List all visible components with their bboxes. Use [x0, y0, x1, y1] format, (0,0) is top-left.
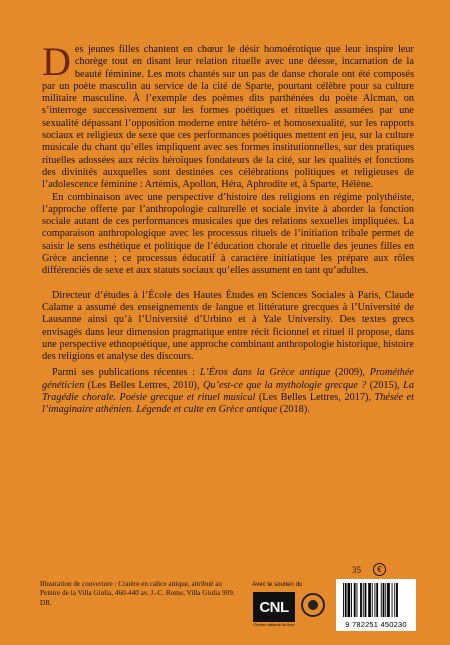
publication-details: (Les Belles Lettres, 2010), [84, 379, 203, 391]
author-bio: Directeur d’études à l’École des Hautes Études en Sciences Sociales à Paris, Claude Calame a assumé des enseignements de langue et littérature grecques à l’Université de Lausanne ainsi qu’à l’Université d’Urbino et à Yale University. Des textes grecs envisagés dans leur dimension pragmatique entre récit ficionnel et rituel il propose, dans une perspective ethnopoétique, une approche combinant anthropologie historique, histoire des religions et analyse des discours. [42, 289, 414, 363]
publication-details: (2018). [277, 404, 310, 416]
back-cover-text [42, 39, 414, 417]
approach-paragraph: En combinaison avec une perspective d’histoire des religions en régime polythéiste, l’approche offerte par l’anthropologie culturelle et sociale invite à aborder la fonction sociale autant de ces performances musicales que des relations sexuelles impliquées. La comparaison anthropologique avec les processus rituels de l’initiation tribale permet de saisir le sens esthétique et politique de l’éducation chorale et rituelle des jeunes filles en Grèce ancienne ; ce processus éducatif à caractère initiatique les prépare aux rôles différenciés de sexe et aux statuts sociaux qu’elles assument en tant qu’adultes. [42, 191, 414, 277]
isbn-number: 9 782251 450230 [345, 620, 407, 629]
publication-title: Prométhée généticien [42, 367, 414, 391]
summary-paragraph [42, 39, 414, 192]
cnl-logo: CNL [253, 592, 295, 622]
isbn-barcode [336, 579, 416, 631]
publication-title: Qu’est-ce que la mythologie grecque ? [202, 379, 367, 391]
publication-details: (Les Belles Lettres, 2017), [255, 392, 375, 404]
publication-details: (2009), [330, 367, 370, 379]
summary-text: es jeunes filles chantent en chœur le désir homoérotique que leur inspire leur chorège tout en disant leur relation rituelle avec une déesse, incarnation de la beauté féminine. Les mots chantés sur un pas de danse chorale ont été composés par un poète masculin au service de la cité de Sparte, pourtant célèbre pour sa culture militaire masculine. À l’exemple des poèmes dits parthénées du poète Alcman, on s’interroge successivement sur les formes poétiques et rituelles assumées par une sexualité dépassant l’opposition moderne entre hétéro- et homosexualité, sur les rapports sociaux et religieux de sexe que ces performances poétiques mettent en jeu, sur la culture musicale du chant qu’elles impliquent avec ses formes institutionnelles, sur des pratiques rituelles adossées aux récits héroïques fondateurs de la cité, sur les qualités et fonctions des divinités auxquelles sont destinées ces célébrations politiques et religieuses de l’adolescence féminine : Artémis, Apollon, Héra, Aphrodite et, à Sparte, Hélène. [42, 44, 414, 191]
price: 35 [352, 565, 361, 575]
publications-list [42, 367, 414, 416]
support-label: Avec le soutien du [252, 581, 303, 588]
barcode-bars-icon [342, 583, 410, 617]
euro-symbol: € [373, 563, 386, 576]
drop-cap-letter: D [42, 39, 71, 84]
publication-title: Thésée et l’imaginaire athénien. Légende et culte en Grèce antique [42, 392, 414, 416]
publication-title: L’Éros dans la Grèce antique [199, 367, 331, 379]
cnl-subtitle: Centre national du livre [253, 622, 295, 627]
publisher-seal-icon [301, 593, 325, 617]
publication-details: (2015), [366, 379, 404, 391]
publication-title: La Tragédie chorale. Poésie grecque et rituel musical [42, 379, 414, 404]
publications-intro: Parmi ses publications récentes : [52, 367, 200, 379]
cover-illustration-credit: Illustration de couverture : Cratère en calice attique, attribué au Peintre de la Villa Giulia, 460-440 av. J.-C. Rome, Villa Giulia 909. DR. [40, 580, 235, 607]
